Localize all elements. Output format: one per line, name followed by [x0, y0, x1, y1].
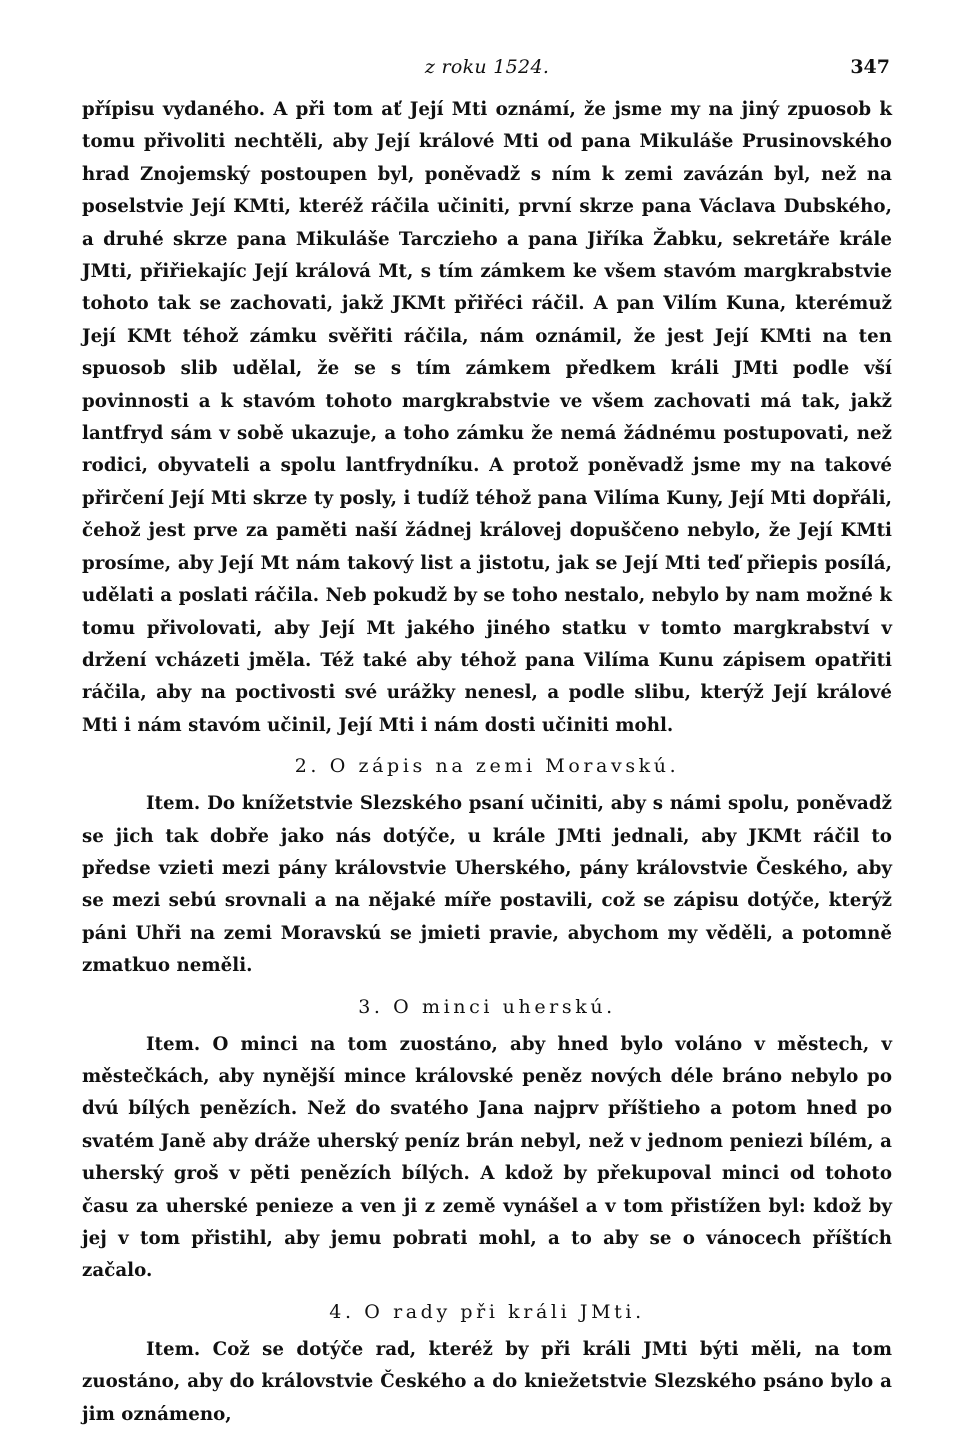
section-heading-2: 2. O zápis na zemi Moravskú.: [294, 755, 680, 778]
body-text: [82, 94, 892, 1431]
running-title: z roku 1524.: [424, 56, 550, 78]
paragraph-section-4: Item. Což se dotýče rad, kteréž by při králi JMti býti měli, na tom zuostáno, aby do královstvie Českého a do kniežetstvie Slezského psáno bylo a jim oznámeno,: [82, 1338, 892, 1425]
section-heading-3: 3. O minci uherskú.: [358, 995, 616, 1018]
section-heading-4: 4. O rady při králi JMti.: [329, 1300, 645, 1323]
book-page: [82, 52, 892, 1431]
running-header: [82, 52, 892, 82]
paragraph-section-3: Item. O minci na tom zuostáno, aby hned bylo voláno v městech, v městečkách, aby nynější mince královské peněz nových déle bráno nebylo po dvú bílých penězích. Než do svatého Jana najprv příštieho a potom hned po svatém Janě aby dráže uherský peníz brán nebyl, než v jednom peniezi bílém, a uherský groš v pěti penězích bílých. A kdož by překupoval minci od tohoto času za uherské penieze a ven ji z země vynášel a v tom přistížen byl: kdož by jej v tom přistihl, aby jemu pobrati mohl, a to aby se o vánocech příštích začalo.: [82, 1033, 892, 1282]
paragraph-continuation: přípisu vydaného. A při tom ať Její Mti oznámí, že jsme my na jiný zpuosob k tomu přivoliti nechtěli, aby Její králové Mti od pana Mikuláše Prusinovského hrad Znojemský postoupen byl, poněvadž s ním k zemi zavázán byl, než na poselstvie Její KMti, kteréž ráčila učiniti, první skrze pana Václava Dubského, a druhé skrze pana Mikuláše Tarczieho a pana Jiříka Žabku, sekretáře krále JMti, přiřiekajíc Její králová Mt, s tím zámkem ke všem stavóm margkrabstvie tohoto tak se zachovati, jakž JKMt přiřéci ráčil. A pan Vilím Kuna, kterémuž Její KMt téhož zámku svěřiti ráčila, nám oznámil, že jest Její KMti na ten spuosob slib udělal, že se s tím zámkem předkem králi JMti podle vší povinnosti a k stavóm tohoto margkrabstvie ve všem zachovati má tak, jakž lantfryd sám v sobě ukazuje, a toho zámku že nemá žádnému postupovati, než rodici, obyvateli a spolu lantfrydníku. A protož poněvadž jsme my na takové přirčení Její Mti skrze ty posly, i tudíž téhož pana Vilíma Kuny, Její Mti dopřáli, čehož jest prve za paměti naší žádnej královej dopuščeno nebylo, že Její KMti prosíme, aby Její Mt nám takový list a jistotu, jak se Její Mti teď přiepis posílá, udělati a poslati ráčila. Neb pokudž by se toho nestalo, nebylo by nam možné k tomu přivolovati, aby Její Mt jakého jiného statku v tomto margkrabství v držení vcházeti jměla. Též také aby téhož pana Vilíma Kunu zápisem opatřiti ráčila, aby na poctivosti své urážky nenesl, a podle slibu, kterýž Její králové Mti i nám stavóm učinil, Její Mti i nám dosti učiniti mohl.: [82, 99, 892, 736]
paragraph-section-2: Item. Do knížetstvie Slezského psaní učiniti, aby s námi spolu, poněvadž se jich tak dobře jako nás dotýče, u krále JMti jednali, aby JKMt ráčil to předse vzieti mezi pány královstvie Uherského, pány královstvie Českého, aby se mezi sebú srovnali a na nějaké míře postavili, což se zápisu dotýče, kterýž páni Uhři na zemi Moravskú se jmieti pravie, abychom my věděli, a potomně zmatkuo neměli.: [82, 793, 892, 977]
page-number: 347: [850, 56, 890, 78]
